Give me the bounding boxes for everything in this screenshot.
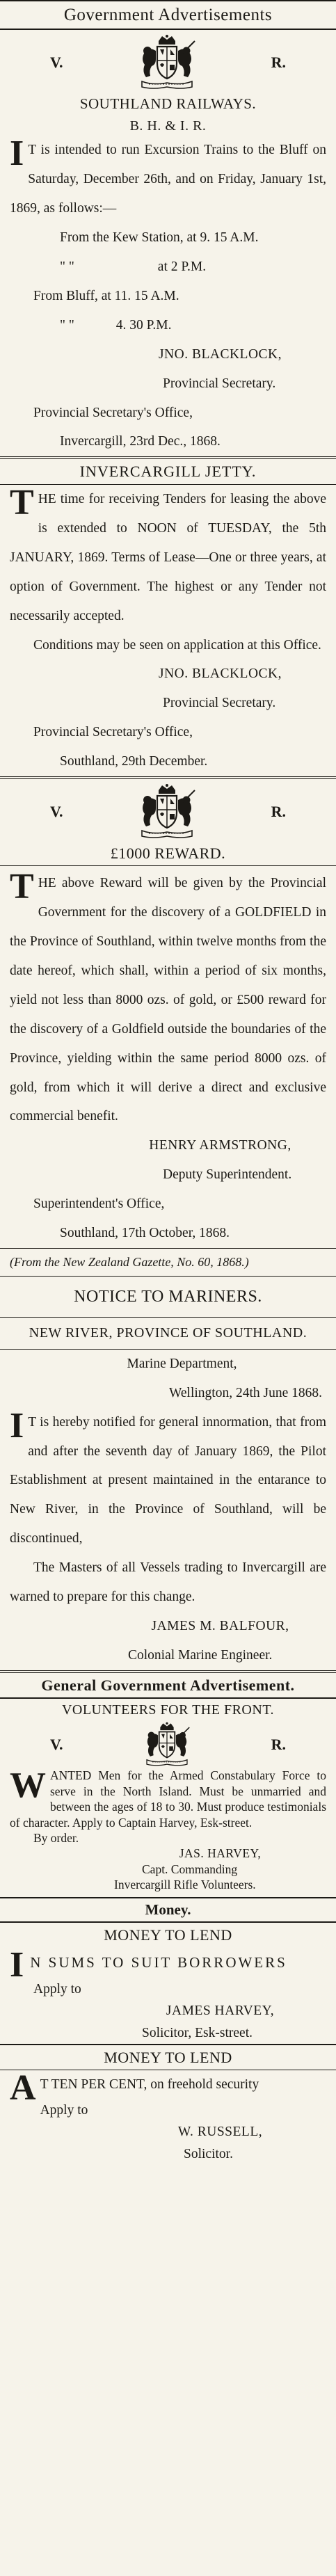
ad-title: MONEY TO LEND (104, 1926, 232, 1944)
notice-divider (0, 865, 336, 866)
section-header-government: Government Advertisements (63, 6, 273, 24)
schedule-line (10, 311, 326, 340)
signature-title: Solicitor. (184, 2146, 233, 2161)
schedule-time: 4. 30 P.M. (115, 317, 172, 333)
crest-right-letter: R. (271, 54, 286, 72)
ditto-mark: " " (60, 317, 74, 333)
royal-crest-icon (132, 34, 202, 91)
schedule-line: From the Kew Station, at 9. 15 A.M. (60, 230, 259, 246)
crest-right-letter: R. (271, 1736, 286, 1754)
crest-row (10, 30, 326, 95)
crest-row (10, 1722, 326, 1768)
notice-title: INVERCARGILL JETTY. (79, 463, 257, 481)
notice-body: IT is hereby notified for general innormation, that from and after the seventh day of January 1869, the Pilot Establishment at present maintained in the entarance to New River, in the Province of Southland, will be discontinued, (10, 1405, 326, 1546)
crest-left-letter: V. (50, 1736, 63, 1754)
crest-left-letter: V. (50, 803, 63, 821)
notice-title: VOLUNTEERS FOR THE FRONT. (61, 1702, 275, 1718)
signature-title: Invercargill Rifle Volunteers. (114, 1878, 256, 1892)
apply-to: Apply to (40, 2103, 88, 2118)
signature: JNO. BLACKLOCK, (158, 666, 282, 682)
by-order: By order. (33, 1830, 79, 1845)
notice-title: £1000 REWARD. (110, 845, 226, 863)
section-header-money: Money. (145, 1901, 191, 1918)
gazette-note: (From the New Zealand Gazette, No. 60, 1868.) (10, 1255, 249, 1270)
signature: JAS. HARVEY, (179, 1846, 262, 1861)
ad-body: AT TEN PER CENT, on freehold security (10, 2068, 259, 2109)
crest-left-letter: V. (50, 54, 63, 72)
ad-body: IN SUMS TO SUIT BORROWERS (10, 1945, 287, 1985)
notice-body: WANTED Men for the Armed Constabulary Force to serve in the North Island. Must be unmarried and between the ages of 18 to 30. Must produce testimonials of character. Apply to Captain Harvey, Esk-street. (10, 1766, 326, 1830)
schedule-time: at 2 P.M. (157, 259, 207, 274)
ad-title: MONEY TO LEND (104, 2048, 232, 2066)
ditto-mark: " " (60, 259, 74, 274)
date-line: Southland, 17th October, 1868. (60, 1226, 230, 1241)
schedule-line (10, 253, 326, 282)
notice-title: NOTICE TO MARINERS. (74, 1287, 262, 1306)
date-line: Wellington, 24th June 1868. (169, 1385, 322, 1400)
signature-title: Deputy Superintendent. (163, 1167, 292, 1183)
date-line: Invercargill, 23rd Dec., 1868. (60, 434, 221, 449)
notice-subtitle: B. H. & I. R. (129, 118, 207, 134)
signature: JNO. BLACKLOCK, (158, 346, 282, 362)
section-header-general: General Government Advertisement. (41, 1676, 295, 1694)
signature-title: Capt. Commanding (142, 1862, 238, 1876)
office-line: Provincial Secretary's Office, (33, 405, 193, 420)
date-line: Southland, 29th December. (60, 754, 208, 769)
department-line: Marine Department, (127, 1356, 237, 1371)
notice-body: Conditions may be seen on application at this Office. (33, 637, 321, 653)
signature: JAMES HARVEY, (166, 2003, 275, 2019)
royal-crest-icon (132, 783, 202, 840)
crest-row (10, 779, 326, 845)
office-line: Superintendent's Office, (33, 1197, 165, 1212)
office-line: Provincial Secretary's Office, (33, 725, 193, 740)
royal-crest-icon (138, 1722, 196, 1768)
apply-to: Apply to (33, 1982, 81, 1997)
signature-title: Provincial Secretary. (163, 376, 276, 391)
notice-title: SOUTHLAND RAILWAYS. (79, 95, 257, 113)
notice-body: The Masters of all Vessels trading to Invercargill are warned to prepare for this change. (10, 1560, 326, 1605)
notice-subtitle: NEW RIVER, PROVINCE OF SOUTHLAND. (29, 1325, 307, 1341)
notice-body: THE above Reward will be given by the Provincial Government for the discovery of a GOLDFIELD in the Province of Southland, within twelve months from the date hereof, which shall, within a period of six months, yield not less than 8000 ozs. of gold, or £500 reward for the discovery of a Goldfield outside the boundaries of the Province, yielding within the same period 8000 ozs. of gold, from which it will derive a direct and exclusive commercial benefit. (10, 867, 326, 1124)
signature: JAMES M. BALFOUR, (151, 1619, 289, 1634)
notice-body: THE time for receiving Tenders for leasing the above is extended to NOON of TUESDAY, the 5th JANUARY, 1869. Terms of Lease—One or three years, at option of Government. The highest or any Tender not necessarily accepted. (10, 482, 326, 623)
signature: HENRY ARMSTRONG, (149, 1138, 291, 1153)
signature-title: Provincial Secretary. (163, 696, 276, 711)
signature-title: Solicitor, Esk-street. (142, 2025, 253, 2040)
notice-body: IT is intended to run Excursion Trains to the Bluff on Saturday, December 26th, and on Friday, January 1st, 1869, as follows:— (10, 134, 326, 216)
crest-right-letter: R. (271, 803, 286, 821)
schedule-line: From Bluff, at 11. 15 A.M. (33, 288, 179, 303)
signature: W. RUSSELL, (177, 2125, 263, 2140)
signature-title: Colonial Marine Engineer. (128, 1648, 273, 1663)
